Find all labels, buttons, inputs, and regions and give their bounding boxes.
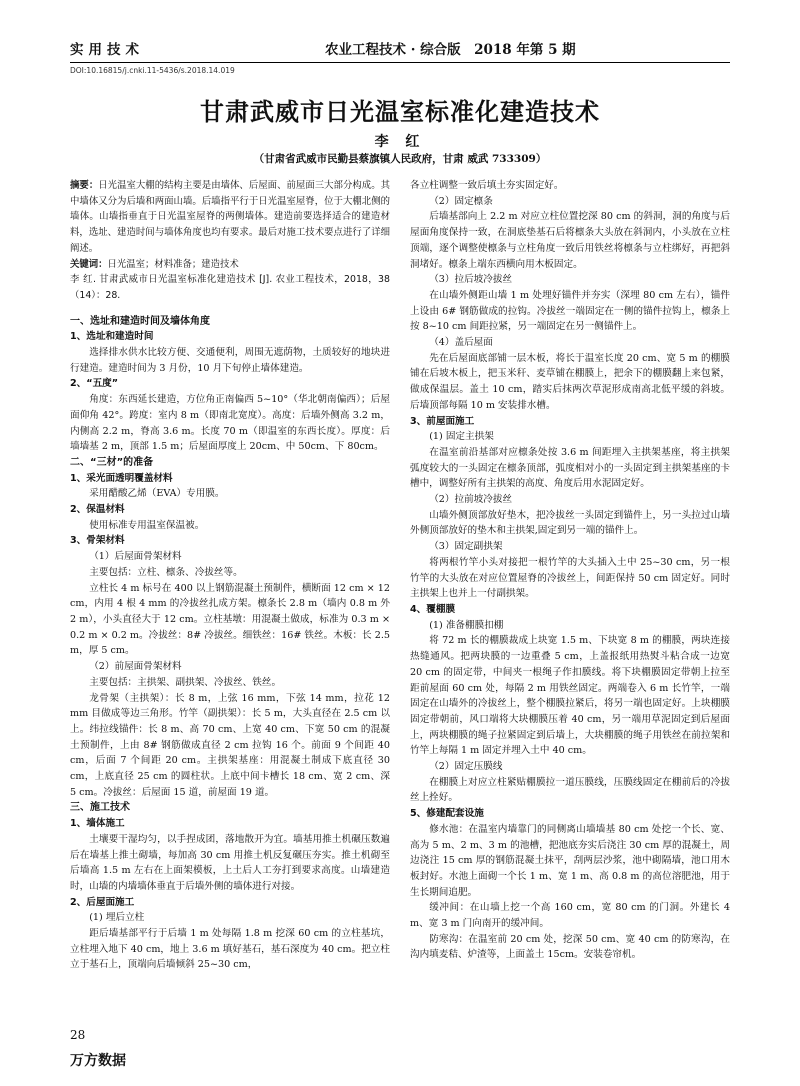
paragraph: 土壤要干湿均匀，以手捏成团，落地散开为宜。墙基用推土机碾压数遍后在墙基上推土砌墙，每加高 30 cm 用推土机反复碾压夯实。推土机砌至后墙高 1.5 m 左右在上面架模板，上土后人工夯打到要求高度。山墙建造时，山墙的内墙墙体垂直于后墙外侧的墙体进行对接。 — [70, 833, 390, 892]
paragraph: 使用标准专用温室保温被。 — [89, 519, 205, 531]
paragraph: 在棚膜上对应立柱紧贴棚膜拉一道压膜线，压膜线固定在棚前后的冷拔丝上拴好。 — [410, 776, 730, 804]
running-header — [70, 38, 730, 60]
paragraph: 在温室前沿基部对应檩条处按 3.6 m 间距埋入主拱架基座，将主拱架弧度较大的一头固定在檩条顶部，弧度相对小的一头固定到主拱架基座的卡槽中，调整好所有主拱架的高度、角度后用水泥固定好。 — [410, 446, 730, 490]
subsection-heading: 1、采光面透明覆盖材料 — [70, 472, 173, 484]
keywords-label: 关键词： — [70, 258, 108, 270]
paragraph: （2）拉前坡冷拔丝 — [429, 494, 513, 506]
paragraph: 防寒沟：在温室前 20 cm 处，挖深 50 cm、宽 40 cm 的防寒沟，在沟内填麦秸、炉渣等，上面盖土 15cm。安装卷帘机。 — [410, 933, 730, 961]
subsection-heading: 1、墙体施工 — [70, 818, 125, 830]
subsection-heading: 2、“五度” — [70, 378, 119, 390]
subsection-heading: 5、修建配套设施 — [410, 808, 484, 820]
paragraph: （2）固定檩条 — [429, 195, 493, 207]
subsection-heading: 2、后屋面施工 — [70, 896, 135, 908]
page-number: 28 — [70, 1028, 86, 1042]
paragraph: 各立柱调整一致后填土夯实固定好。 — [410, 180, 564, 191]
doi: DOI:10.16815/j.cnki.11-5436/s.2018.14.019 — [70, 66, 235, 75]
paragraph: 采用醋酸乙烯（EVA）专用膜。 — [89, 488, 225, 500]
subsection-heading: 1、选址和建造时间 — [70, 331, 154, 343]
paragraph: 缓冲间：在山墙上挖一个高 160 cm，宽 80 cm 的门洞。外建长 4 m、宽 3 m 门向南开的缓冲间。 — [410, 902, 730, 930]
right-column — [410, 178, 730, 963]
section-label: 实用技术 — [70, 42, 144, 58]
paragraph: 山墙外侧顶部放好垫木，把冷拔丝一头固定到锚件上，另一头拉过山墙外侧顶部放好的垫木和主拱架,固定到另一端的锚件上。 — [410, 509, 730, 537]
paragraph: 主要包括：主拱架、副拱架、冷拔丝、铁丝。 — [89, 676, 282, 688]
section-heading: 二、“三材”的准备 — [70, 456, 154, 468]
paragraph: 将 72 m 长的棚膜裁成上块宽 1.5 m、下块宽 8 m 的棚膜，两块连接热缝通风。把两块膜的一边重叠 5 cm，上盖报纸用热熨斗粘合成一边宽 20 cm 的固定带，中间夹一根绳子作扣膜线。将下块棚膜固定带朝上拉至距前屋面 60 cm 处，每隔 2 m 用铁丝固定。两端卷入 6 m 长竹竿，一端固定在山墙外的冷拔丝上，整个棚膜拉紧后，将另一端也固定好。上块棚膜固定带朝前，风口端将大块棚膜压着 40 cm，另一端用草泥固定到后屋面上，两块棚膜的绳子拉紧固定到后墙上，大块棚膜的绳子用铁丝在前拉架和竹竿上每隔 1 m 固定并埋入土中 40 cm。 — [410, 635, 730, 757]
abstract-label: 摘要： — [70, 180, 99, 191]
paragraph: （2）固定压膜线 — [429, 761, 503, 773]
paragraph: （1）后屋面骨架材料 — [89, 551, 182, 563]
paragraph: (1) 准备棚膜扣棚 — [429, 619, 504, 631]
paragraph: 距后墙基部平行于后墙 1 m 处每隔 1.8 m 挖深 60 cm 的立柱基坑，立柱埋入地下 40 cm，地上 3.6 m 填好基石，基石深度为 40 cm。把立柱立于基石上，顶端向后墙倾斜 25~30 cm， — [70, 928, 390, 971]
paragraph: 龙骨架（主拱架）：长 8 m，上弦 16 mm，下弦 14 mm，拉花 12 mm 目做成等边三角形。竹竿（副拱架）：长 5 m，大头直径在 2.5 cm 以上。纬拉线锚件：长 8 m、高 70 cm、上宽 40 cm、下宽 50 cm 的混凝土预制件，上由 8# 钢筋做成直径 2 cm 拉钩 16 个。前面 9 个间距 40 cm，后面 7 个间距 20 cm。主拱架基座：用混凝土制成下底直径 30 cm，上底直径 25 cm 的圆柱状。上底中间卡槽长 18 cm、宽 2 cm、深 5 cm。冷拔丝：后屋面 15 道，前屋面 19 道。 — [70, 692, 390, 798]
paragraph: 修水池：在温室内墙靠门的同侧离山墙墙基 80 cm 处挖一个长、宽、高为 5 m、2 m、3 m 的池槽，把池底夯实后浇注 30 cm 厚的混凝土，周边浇注 15 cm 厚的钢筋混凝土抹平，刮两层沙浆，池中砌隔墙，池口用木板封好。水池上面砌一个长 1 m、宽 1 m、高 0.8 m 的高位溶肥池，用于生长期间追肥。 — [410, 823, 730, 898]
affiliation: （甘肃省武威市民勤县蔡旗镇人民政府，甘肃 威武 733309） — [253, 153, 547, 165]
subsection-heading: 3、骨架材料 — [70, 535, 125, 547]
paragraph: （3）拉后坡冷拔丝 — [429, 274, 513, 286]
keywords-text: 日光温室；材料准备；建造技术 — [107, 258, 239, 270]
paragraph: 角度：东西延长建造，方位角正南偏西 5~10°（华北朝南偏西）；后屋面仰角 42°。跨度：室内 8 m（即南北宽度）。高度：后墙外侧高 3.2 m，内侧高 2.2 m，脊高 3.6 m。长度 70 m（即温室的东西长度）。厚度：后墙墙基 2 m，顶部 1.5 m；后屋面厚度上 20cm、中 50cm、下 80cm。 — [70, 394, 390, 453]
paragraph: 选择排水供水比较方便、交通便利，周围无遮荫物，土质较好的地块进行建造。建造时间为 3 月份，10 月下旬停止墙体建造。 — [70, 347, 390, 374]
paragraph: （2）前屋面骨架材料 — [89, 661, 182, 673]
subsection-heading: 3、前屋面施工 — [410, 415, 475, 427]
spacer — [70, 304, 390, 314]
paragraph: 后墙基部向上 2.2 m 对应立柱位置挖深 80 cm 的斜洞，洞的角度与后屋面角度保持一致，在洞底垫基石后将檩条大头放在斜洞内，小头放在立柱顶端，逐个调整使檩条与立柱角度一致后用铁丝将檩条与立柱绑好，再把斜洞堵好。檩条上端东西横向用木板固定。 — [410, 211, 730, 270]
paragraph: 立柱长 4 m 标号在 400 以上钢筋混凝土预制件，横断面 12 cm × 12 cm，内用 4 根 4 mm 的冷拔丝扎成方架。檩条长 2.8 m（墙内 0.8 m 外 2 m），小头直径大于 12 cm。立柱基墩：用混凝土做成，标准为 0.3 m × 0.2 m × 0.2 m。冷拔丝：8# 冷拔丝。细铁丝：16# 铁丝。木板：长 2.5 m，厚 5 cm。 — [70, 582, 390, 657]
left-column — [70, 178, 390, 973]
paragraph: (1) 埋后立柱 — [89, 912, 145, 924]
keywords — [70, 257, 390, 273]
subsection-heading: 4、覆棚膜 — [410, 603, 456, 615]
footer-logo: 万方数据 — [70, 1053, 126, 1069]
paragraph: 将两根竹竿小头对接把一根竹竿的大头插入土中 25~30 cm，另一根竹竿的大头放在对应位置屋脊的冷拔丝上，间距保持 50 cm 固定好。同时主拱架上也并上一付副拱架。 — [410, 556, 730, 600]
subsection-heading: 2、保温材料 — [70, 504, 125, 516]
paragraph: 先在后屋面底部铺一层木板，将长于温室长度 20 cm、宽 5 m 的棚膜铺在后坡木板上，把玉米秆、麦草铺在棚膜上，把余下的棚膜翻上来包紧，做成保温层。盖土 10 cm，踏实后抹两次草泥形成南高北低平缓的斜坡。后墙顶部每隔 10 m 安装排水槽。 — [410, 352, 730, 411]
paper-title: 甘肃武威市日光温室标准化建造技术 — [200, 98, 600, 126]
abstract-text: 日光温室大棚的结构主要是由墙体、后屋面、前屋面三大部分构成。其中墙体又分为后墙和两面山墙。后墙指平行于日光温室屋脊，位于大棚北侧的墙体。山墙指垂直于日光温室屋脊的两侧墙体。建造前要选择适合的建造材料，选址、建造时间与墙体角度也均有要求。最后对施工技术要点进行了详细阐述。 — [70, 180, 390, 254]
paragraph: 主要包括：立柱、檩条、冷拔丝等。 — [89, 566, 243, 578]
section-heading: 三、施工技术 — [70, 802, 130, 814]
paragraph: （3）固定副拱架 — [429, 541, 503, 553]
abstract — [70, 178, 390, 257]
author: 李 红 — [374, 134, 426, 150]
paragraph: （4）盖后屋面 — [429, 337, 493, 349]
paragraph: (1) 固定主拱架 — [429, 431, 494, 443]
section-heading: 一、选址和建造时间及墙体角度 — [70, 315, 210, 327]
right-body — [410, 178, 730, 963]
paragraph: 在山墙外侧距山墙 1 m 处埋好锚件并夯实（深埋 80 cm 左右），锚件上设由 6# 钢筋做成的拉钩。冷拔丝一端固定在一侧的锚件拉钩上，檩条上按 8~10 cm 间距拉紧，另一端固定在另一侧锚件上。 — [410, 289, 730, 333]
journal-issue: 农业工程技术 · 综合版 2018 年第 5 期 — [325, 42, 576, 58]
left-body — [70, 314, 390, 974]
header-rule — [70, 62, 730, 63]
citation: 李 红. 甘肃武威市日光温室标准化建造技术 [J]. 农业工程技术，2018，38（14）：28. — [70, 274, 390, 301]
